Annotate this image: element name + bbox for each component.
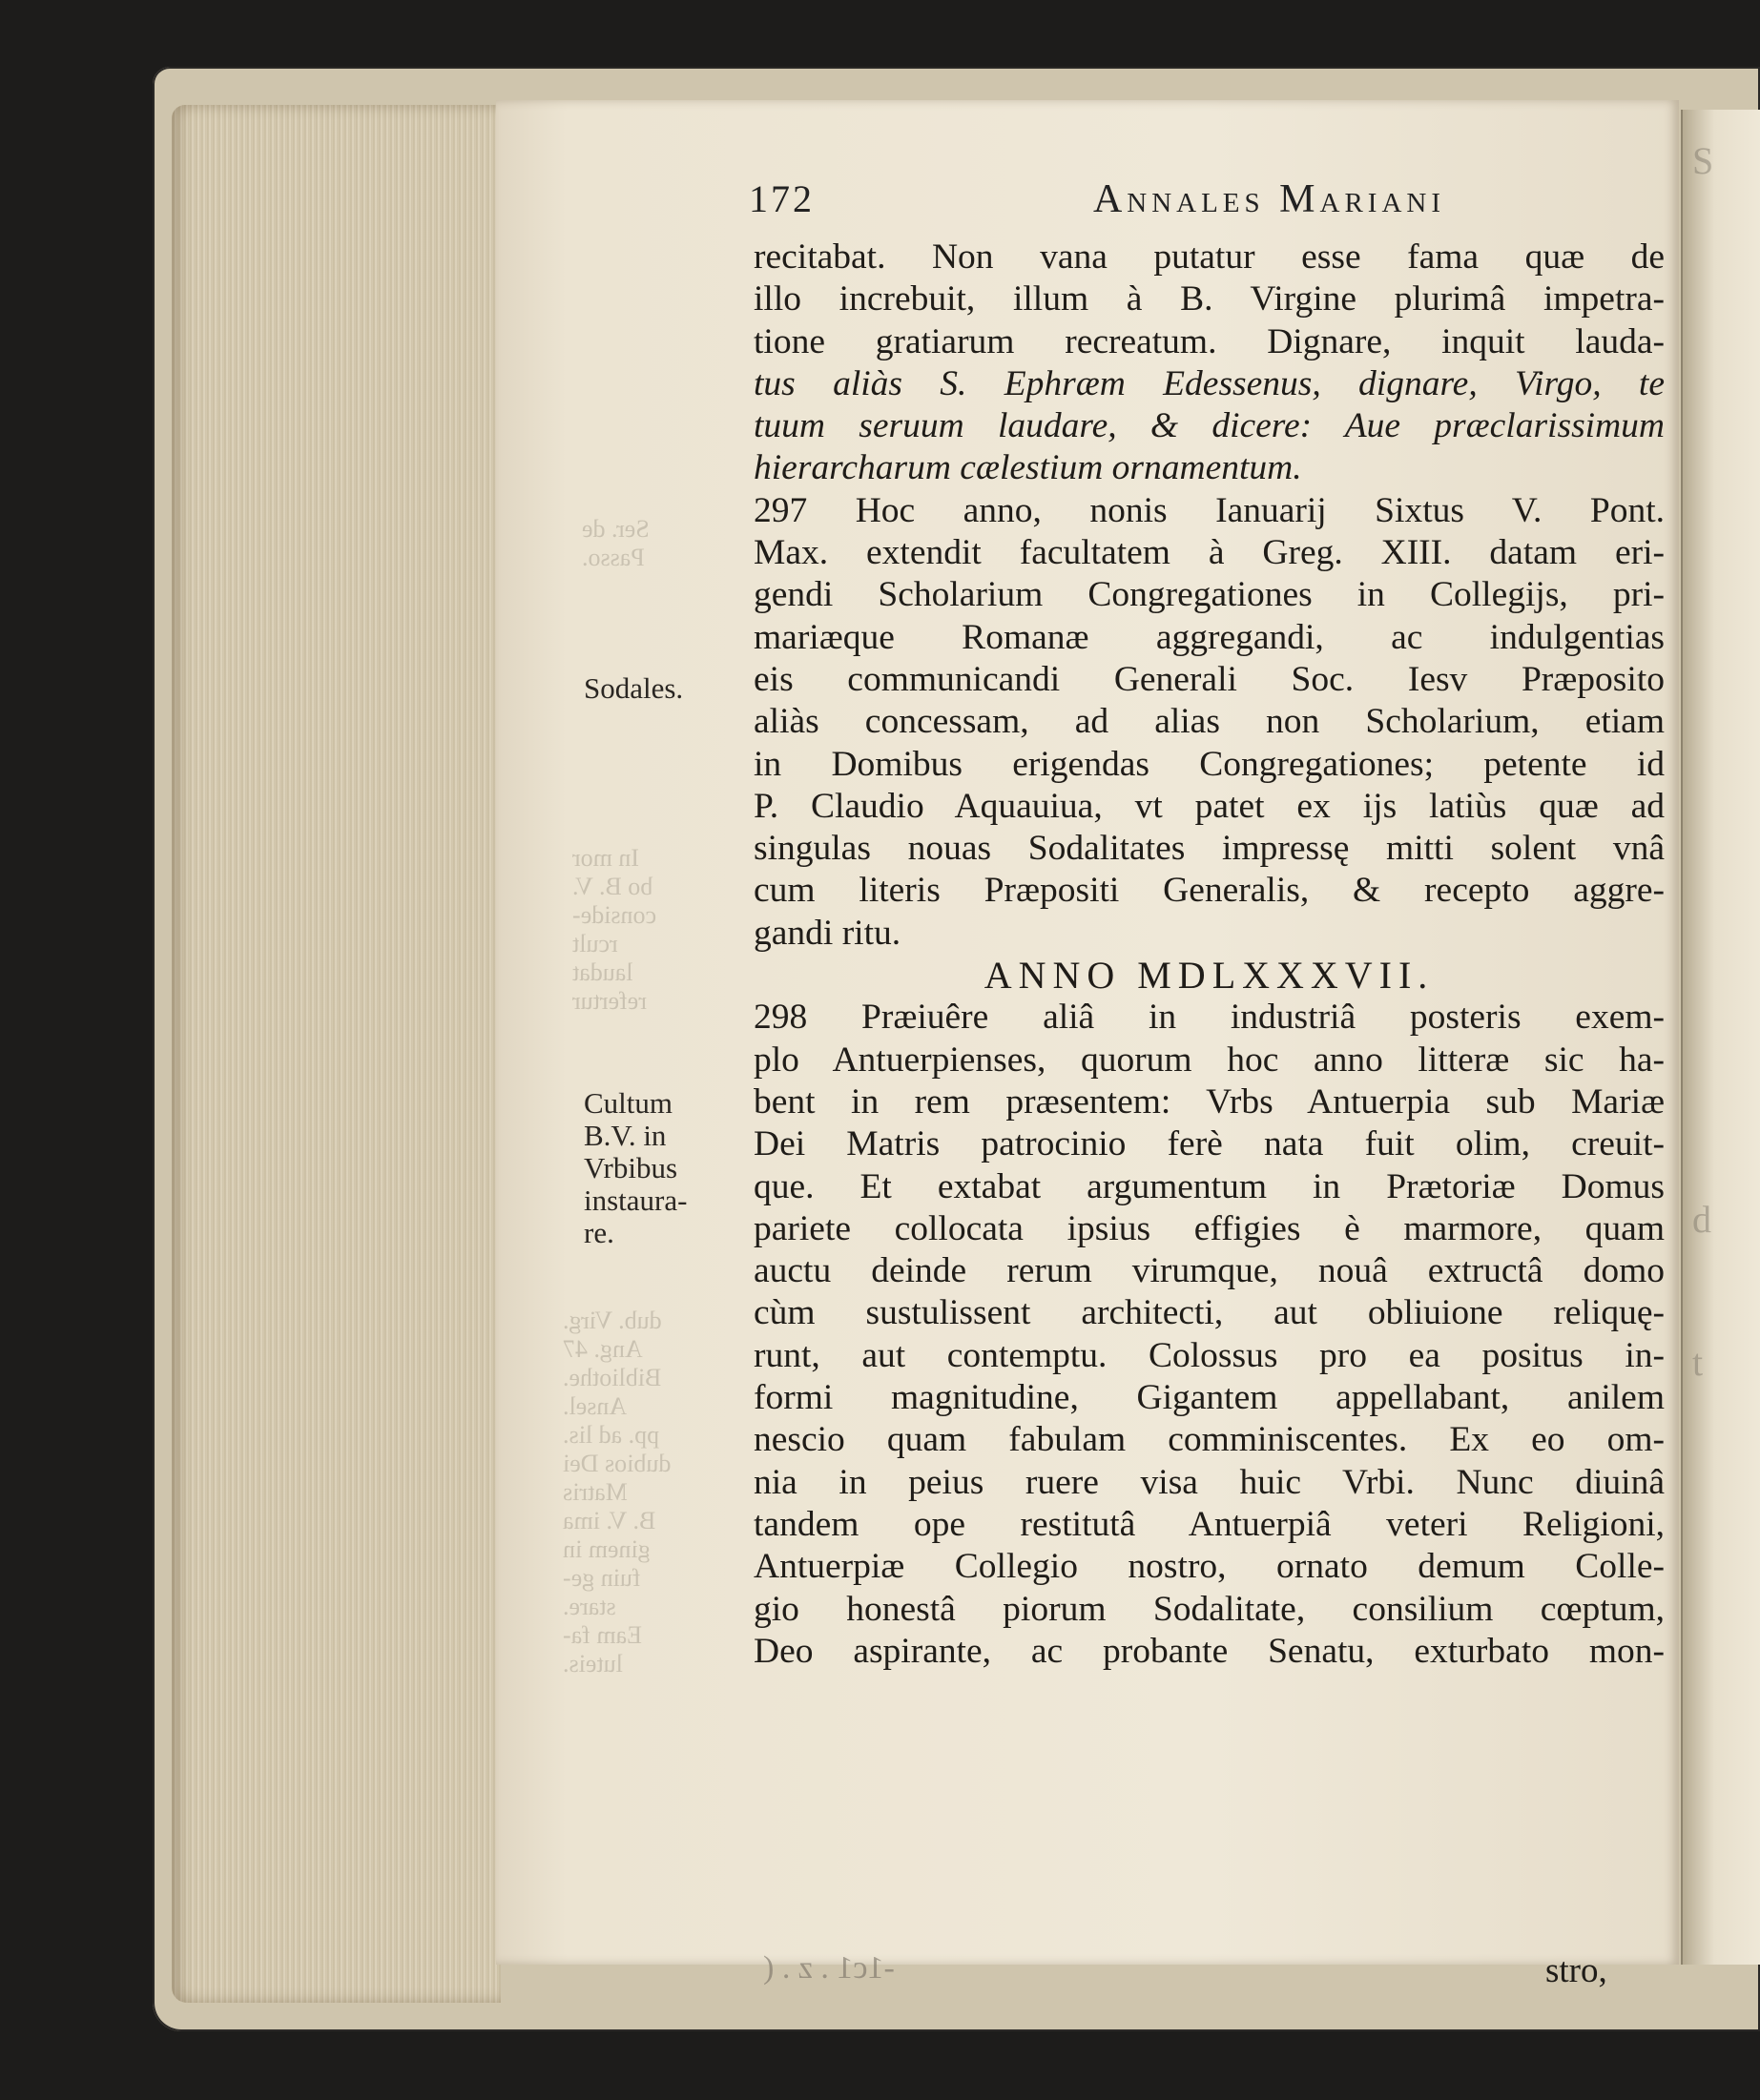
text-line: Max. extendit facultatem à Greg. XIII. datam eri- [754, 533, 1665, 573]
text-line: illo increbuit, illum à B. Virgine plurimâ impetra- [754, 279, 1665, 319]
text-line: Dei Matris patrocinio ferè nata fuit olim, creuit- [754, 1124, 1665, 1164]
text-line: pariete collocata ipsius effigies è marmore, quam [754, 1208, 1665, 1248]
text-line: aliàs concessam, ad alias non Scholarium, etiam [754, 702, 1665, 742]
text-line: in Domibus erigendas Congregationes; petente id [754, 744, 1665, 784]
facing-page-glyph: t [1692, 1341, 1704, 1384]
catchword: stro, [1545, 1951, 1607, 1990]
facing-page-edge [1681, 110, 1760, 1965]
text-line: mariæque Romanæ aggregandi, ac indulgentias [754, 617, 1665, 657]
text-line: 297 Hoc anno, nonis Ianuarij Sixtus V. Pont. [754, 490, 1665, 530]
margin-note-line: Vrbibus [584, 1151, 678, 1184]
text-line: 298 Præiuêre aliâ in industriâ posteris exem- [754, 998, 1665, 1038]
text-line: hierarcharum cælestium ornamentum. [754, 448, 1302, 488]
text-line: nia in peius ruere visa huic Vrbi. Nunc diuinâ [754, 1462, 1665, 1502]
margin-note-line: Cultum [584, 1086, 673, 1120]
margin-note-line: instaura- [584, 1184, 688, 1217]
text-line: recitabat. Non vana putatur esse fama quæ de [754, 237, 1665, 277]
text-line: cùm sustulissent architecti, aut obliuione reliquę- [754, 1293, 1665, 1333]
running-head [749, 176, 1445, 224]
facing-page-glyph: d [1692, 1198, 1711, 1241]
bleed-through-text: Ser. de Passo. [582, 515, 650, 571]
text-line: nescio quam fabulam comminiscentes. Ex eo om- [754, 1420, 1665, 1460]
text-line: formi magnitudine, Gigantem appellabant, anilem [754, 1378, 1665, 1418]
text-line: cum literis Præpositi Generalis, & recepto aggre- [754, 871, 1665, 911]
text-line: tione gratiarum recreatum. Dignare, inquit lauda- [754, 321, 1665, 361]
text-line: eis communicandi Generali Soc. Iesv Præposito [754, 659, 1665, 699]
page-number: 172 [749, 177, 815, 220]
text-line: tus aliàs S. Ephræm Edessenus, dignare, Virgo, te [754, 363, 1665, 403]
text-line: Deo aspirante, ac probante Senatu, exturbato mon- [754, 1631, 1665, 1671]
text-line: tandem ope restitutâ Antuerpiâ veteri Religioni, [754, 1504, 1665, 1544]
margin-note-cultum [584, 1087, 687, 1249]
margin-note-line: re. [584, 1216, 614, 1249]
text-line: gandi ritu. [754, 913, 901, 953]
text-line: gio honestâ piorum Sodalitate, consilium cœptum, [754, 1589, 1665, 1629]
text-line: plo Antuerpienses, quorum hoc anno litteræ sic ha- [754, 1040, 1665, 1080]
text-line: tuum seruum laudare, & dicere: Aue præclarissimum [754, 406, 1665, 446]
margin-note-line: B.V. in [584, 1119, 667, 1152]
margin-note-sodales: Sodales. [584, 671, 684, 705]
body-text [754, 237, 1665, 1673]
text-line: runt, aut contemptu. Colossus pro ea positus in- [754, 1335, 1665, 1375]
text-line: Antuerpiæ Collegio nostro, ornato demum Colle- [754, 1547, 1665, 1587]
bleed-through-text: In mor bo B. V. conside- rcult laudat refertur [572, 844, 657, 1015]
facing-page-glyph: S [1692, 139, 1714, 182]
text-line: P. Claudio Aquauiua, vt patet ex ijs latiùs quæ ad [754, 786, 1665, 826]
text-line: bent in rem præsentem: Vrbs Antuerpia sub Mariæ [754, 1081, 1665, 1122]
text-line: gendi Scholarium Congregationes in Collegijs, pri- [754, 575, 1665, 615]
text-line: auctu deinde rerum virumque, nouâ extructâ domo [754, 1251, 1665, 1291]
running-title: Annales Mariani [1092, 177, 1445, 221]
text-line: que. Et extabat argumentum in Prætoriæ Domus [754, 1166, 1665, 1206]
section-heading: ANNO MDLXXXVII. [984, 955, 1435, 998]
bleed-through-text: dub. Virg. Ang. 47 Bibliothe. Ansel. pp. ad lis. dubios Dei Matris B. V. ima ginem in fuin ge- stare. Eam fa- luteis. [563, 1307, 672, 1678]
bleed-through-folio: -1c1 . z . ( [763, 1950, 895, 1986]
page-edges [172, 105, 501, 2003]
text-line: singulas nouas Sodalitates impressę mitti solent vnâ [754, 829, 1665, 869]
